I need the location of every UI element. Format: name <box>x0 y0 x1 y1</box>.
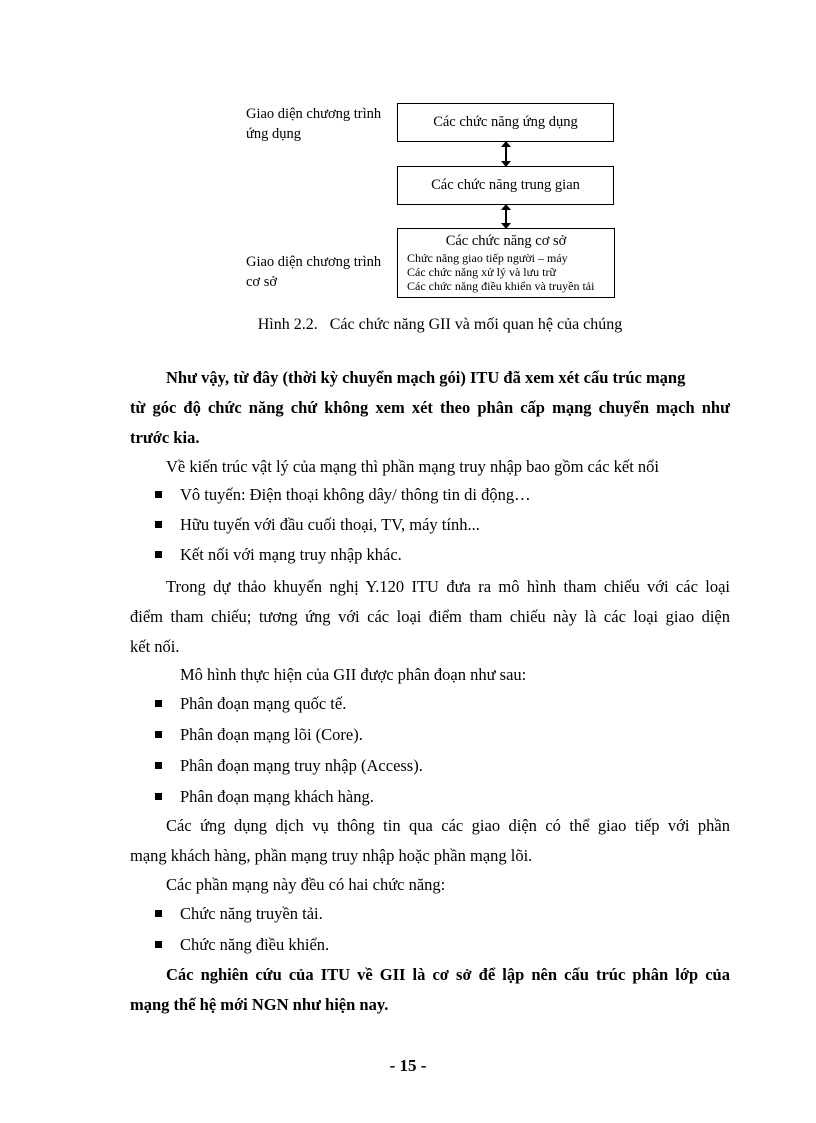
list-item: Phân đoạn mạng khách hàng. <box>180 787 374 806</box>
bullet-icon <box>155 793 162 800</box>
base-interface-label: Giao diện chương trình cơ sở <box>246 254 382 290</box>
list-item: Phân đoạn mạng quốc tế. <box>180 694 347 713</box>
list-item: Vô tuyến: Điện thoại không dây/ thông tin di động… <box>180 485 531 504</box>
list-item: Phân đoạn mạng lõi (Core). <box>180 725 363 744</box>
list-item: Chức năng truyền tải. <box>180 904 323 923</box>
middleware-functions-box: Các chức năng trung gian <box>397 166 614 205</box>
physical-architecture-intro: Về kiến trúc vật lý của mạng thì phần mạng truy nhập bao gồm các kết nối <box>166 457 660 476</box>
application-functions-box: Các chức năng ứng dụng <box>397 103 614 142</box>
bullet-icon <box>155 700 162 707</box>
bold-intro-paragraph: Như vậy, từ đây (thời kỳ chuyển mạch gói) ITU đã xem xét cấu trúc mạng từ góc độ chức năng chứ không xem xét theo phân cấp mạng chuyển mạch như trước kia. <box>130 368 730 447</box>
bullet-icon <box>155 491 162 498</box>
bullet-icon <box>155 910 162 917</box>
bullet-icon <box>155 521 162 528</box>
page-number: - 15 - <box>389 1056 427 1075</box>
list-item: Phân đoạn mạng truy nhập (Access). <box>180 756 423 775</box>
list-item: Kết nối với mạng truy nhập khác. <box>180 545 402 564</box>
list-item: Hữu tuyến với đầu cuối thoại, TV, máy tính... <box>180 515 480 534</box>
bullet-icon <box>155 731 162 738</box>
bullet-icon <box>155 762 162 769</box>
apps-paragraph: Các ứng dụng dịch vụ thông tin qua các giao diện có thể giao tiếp với phần mạng khách hàng, phần mạng truy nhập hoặc phần mạng lõi. <box>130 816 730 865</box>
double-arrow-icon <box>501 204 511 229</box>
application-interface-label: Giao diện chương trình ứng dụng <box>246 106 382 142</box>
segment-intro: Mô hình thực hiện của GII được phân đoạn như sau: <box>180 665 527 684</box>
bold-conclusion-paragraph: Các nghiên cứu của ITU về GII là cơ sở để lập nên cấu trúc phân lớp của mạng thế hệ mới NGN như hiện nay. <box>130 965 730 1014</box>
bullet-icon <box>155 551 162 558</box>
y120-paragraph: Trong dự thảo khuyến nghị Y.120 ITU đưa ra mô hình tham chiếu với các loại điểm tham chiếu; tương ứng với các loại điểm tham chiếu này là các loại giao diện kết nối. <box>130 577 730 656</box>
double-arrow-icon <box>501 141 511 167</box>
functions-intro: Các phần mạng này đều có hai chức năng: <box>166 875 446 894</box>
diagram-arrows <box>0 0 816 400</box>
list-item: Chức năng điều khiển. <box>180 935 330 954</box>
bullet-icon <box>155 941 162 948</box>
figure-caption: Hình 2.2. Các chức năng GII và mối quan hệ của chúng <box>257 316 623 333</box>
base-functions-box: Các chức năng cơ sở Chức năng giao tiếp người – máy Các chức năng xử lý và lưu trữ Các chức năng điều khiển và truyền tải <box>397 228 615 298</box>
